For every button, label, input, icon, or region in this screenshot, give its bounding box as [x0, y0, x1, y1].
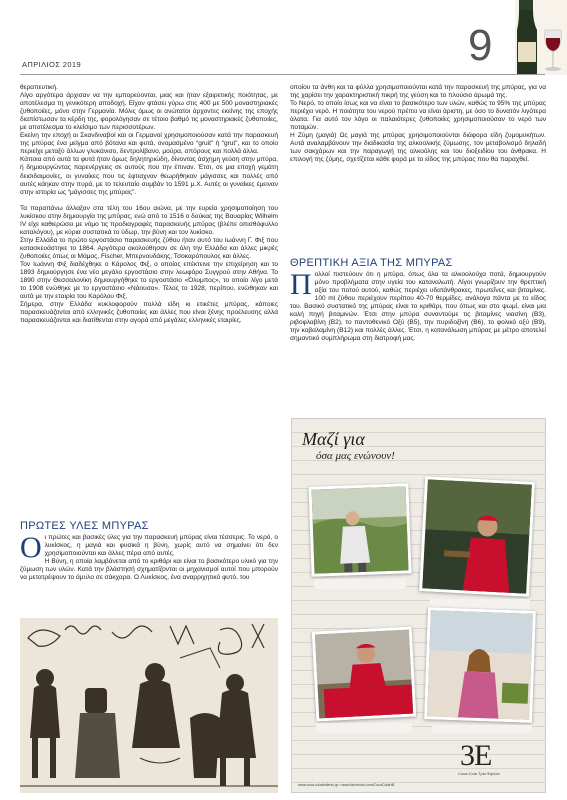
- nutrition-paragraph: ολλοί πιστεύουν ότι η μπύρα, όπως όλα τα αλκοολούχα ποτά, δημιουργούν μόνο προβλήματα στην υγεία του καταναλωτή. Λίγοι γνωρίζουν την θρεπτική αξία του ποτού αυτού, καθώς περιέχει υδατάνθρακες, πρωτεΐνες και βιταμίνες. 100 ml ζύθου περιέχουν περίπου 40-70 θερμίδες, ανάλογα πάντα με το είδος του. Βασικό συστατικό της μπύρας είναι το κριθάρι, που όπως και στο ψωμί, είναι μια καλή πηγή βιταμινών. Έτσι στην μπύρα συναντούμε τις βιταμίνες νιασίνη (Β3), ριβοφλαβίνη (Β2), το παντοθενικό Οξύ (Β5), την πυριδοξίνη (Β6), το φολικό οξύ (Β9), την κοβαλαμίνη (Β12) και πολλές άλλες. Έτσι, η κατανάλωση μπύρας με μέτρο αποτελεί σημαντικό συμπλήρωμα στη διατροφή μας.: [290, 271, 546, 343]
- raw-materials-second-paragraph: Η Βύνη, η οποία λαμβάνεται από το κριθάρι και είναι το βασικότερο υλικό για την ζύμωση των υλών. Κατά την βλάστησή σχηματίζονται οι μηχανισμοί αυτοί που μπορούν να μετατρέψουν το άμυλο σε σάκχαρα. Ο Λυκίσκος, ένα αναρριχητικό φυτό, του: [20, 558, 278, 582]
- market-photo-art: [427, 610, 536, 723]
- ancient-relief-image: [20, 618, 278, 793]
- vineyard-photo-art: [312, 486, 412, 577]
- dropcap-letter: Π: [290, 268, 312, 301]
- left-paragraph: θεραπευτική.: [20, 84, 58, 91]
- paragraph-spacer: [20, 197, 278, 205]
- page-header: [0, 0, 567, 80]
- right-paragraph: Το Νερό, το οποίο ίσως και να είναι το βασικότερο των υλών, καθώς το 95% της μπύρας περιέχει νερό. Η ποιότητα του νερού πρέπει να είναι άριστη, με όσο το δυνατόν λιγότερα άλατα. Για αυτό τον λόγο οι παλαιότερες ζυθοποιίες χρησιμοποιούσαν το νερό των ποταμών.: [290, 100, 546, 132]
- ad-photo-market: [424, 607, 536, 723]
- ad-logo: 3E: [460, 739, 492, 772]
- ad-photo-vineyard: [308, 483, 411, 576]
- nutrition-text: [290, 268, 546, 343]
- right-paragraph: Η Ζύμη (μαγιά) Ως μαγιά της μπύρας χρησιμοποιούνται διάφορα είδη ζυμομυκήτων. Αυτά αναλαμβάνουν την διαδικασία της αλκοολικής ζύμωσης, τον μεταβολισμό δηλαδή των σακχάρων και την παραγωγή της αλκοόλης και του διοξειδίου του άνθρακα. Η επιλογή της ζύμης, σχετίζεται κάθε φορά με το είδος της μπύρας που θα παραχθεί.: [290, 132, 546, 164]
- ad-photo-store: [312, 626, 417, 721]
- ad-headline-line-1: Μαζί για: [302, 429, 365, 449]
- ad-footer-links: www.coca-colahellenic.gr • www.facebook.com/CocaColaHB: [298, 783, 395, 787]
- right-column: [290, 84, 546, 164]
- worker-photo-art: [422, 479, 535, 596]
- store-photo-art: [315, 629, 416, 721]
- dropcap-letter: Ο: [20, 531, 42, 564]
- ad-headline-line-2: όσα μας ενώνουν!: [316, 450, 395, 462]
- section-title-raw-materials: ΠΡΩΤΕΣ ΥΛΕΣ ΜΠΥΡΑΣ: [20, 520, 149, 532]
- raw-materials-text: [20, 531, 278, 582]
- header-divider: [20, 74, 545, 75]
- left-paragraph: Στην Ελλάδα το πρώτο εργοστάσιο παρασκευής ζύθου ήταν αυτό του Ιωάννη Γ. Φιξ που κατασκευάστηκε το 1864. Αργότερα ακολούθησαν σε όλη την Ελλάδα και άλλες μικρές ζυθοποιίες όπως οι Μάμος, Fischer, Μπερνουδάκης, Τσοκαρόπουλος και άλλες.: [20, 236, 278, 260]
- raw-materials-first-paragraph: ι πρώτες και βασικές ύλες για την παρασκευή μπύρας είναι τέσσερις. Το νερό, ο λυκίσκος, η μαγιά και φυσικά η βύνη, χωρίς αυτό να σημαίνει ότι δεν χρησιμοποιούνται και άλλες πέρα από αυτές.: [44, 534, 278, 558]
- left-paragraph: Σήμερα, στην Ελλάδα κυκλοφορούν πολλά είδη κι ετικέτες μπύρας, κάποιες παρασκευάζονται από ελληνικές ζυθοποιίες και άλλες που είναι ξένης προέλευσης αλλά παρασκευάζονται και διατίθενται στην αγορά από μεγάλες ελληνικές εταιρίες.: [20, 301, 278, 325]
- issue-date: ΑΠΡΙΛΙΟΣ 2019: [22, 60, 82, 69]
- right-paragraph: οποίου τα άνθη και τα φύλλα χρησιμοποιούνται κατά την παρασκευή της μπύρας, για να της χαρίσει την χαρακτηριστική πικρή της γεύση και το πλούσιο άρωμά της.: [290, 84, 546, 100]
- ad-headline: [302, 429, 395, 462]
- advertisement: [291, 418, 546, 793]
- page-number: 9: [468, 21, 493, 70]
- section-title-nutritional-value: ΘΡΕΠΤΙΚΗ ΑΞΙΑ ΤΗΣ ΜΠΥΡΑΣ: [290, 257, 453, 269]
- left-column: [20, 84, 278, 325]
- wine-bottle-glass-image: [515, 0, 567, 75]
- left-paragraph: Τον Ιωάννη Φιξ διαδέχθηκε ο Κάρολος Φιξ, ο οποίος επέκτεινε την επιχείρηση και το 1893 δημιούργησε ένα νέο μεγάλο εργοστάσιο στην λεωφόρο Συγγρού στην Αθήνα. Το 1890 στην Θεσσαλονίκη δημιουργήθηκε το εργοστάσιο «Όλυμπος», το οποίο λίγο μετά το 1908 ενώθηκε με το εργοστάσιο «Νάουσα». Τέλος το 1928, περίπου, ενώθηκαν και αυτά με την εταιρία του Καρόλου Φιξ.: [20, 260, 278, 301]
- ad-caption: [314, 579, 406, 589]
- left-paragraph: Λίγο αργότερα άρχισαν να την εμπορεύονται, μιας και ήταν εξαιρετικής ποιότητας, με αποτέλεσμα τη γενικότερη αποδοχή. Είχαν φτάσει γύρω στις 400 με 500 μοναστηριακές ζυθοποιίες, μόνο στην Γερμανία. Μόλις όμως οι ανώτατοι άρχοντες εκείνης της εποχής διαπίστωσαν τα κέρδη της, φορολόγησαν σε τέτοιο βαθμό τις μοναστηριακές ζυθοποιίες, με αποτέλεσμα το κλείσιμο των περισσοτέρων.: [20, 92, 278, 132]
- ad-caption: [432, 725, 532, 733]
- left-paragraph: Κάποια από αυτά τα φυτά ήταν όμως δηλητηριώδη, δίνοντας άσχημη γεύση στην μπύρα, ή δημιουργώντας παρενέργειες σε αυτούς που την έπιναν. Έτσι, σε μια εποχή γεμάτη δεισιδαιμονίες, οι γυναίκες που τις έφτιαχναν θεωρήθηκαν μάγισσες και πολλές από αυτές κάηκαν στην πυρά, με το τελευταίο συμβάν το 1591 μ.Χ. Αυτές οι γυναίκες έμειναν στην ιστορία ως “μάγισσες της μπύρας”.: [20, 156, 278, 196]
- left-paragraph: Τα παραπάνω άλλαξαν στα τέλη του 16ου αιώνα, με την ευρεία χρησιμοποίηση του λυκίσκου στην δημιουργία της μπύρας, ενώ από το 1516 ο δούκας της Βαυαρίας Wilhelm IV είχε καθιερώσει με νόμο τις προδιαγραφές παρασκευής μπύρας (βλέπε οπισθόφυλλο καταλόγου), με κύρια συστατικά το ύδωρ, την βύνη και τον λυκίσκο.: [20, 204, 278, 236]
- ad-photo-worker: [419, 476, 535, 597]
- ad-logo-subtitle: Coca-Cola Τρία Έψιλον: [458, 771, 501, 776]
- ad-caption: [316, 723, 412, 733]
- left-paragraph: Εκείνη την εποχή οι Σκανδιναβοί και οι Γερμανοί χρησιμοποιούσαν κατά την παρασκευή της μπύρας ένα μείγμα από βότανα και φυτά, ονομασμένο “gruit” ή “grut”, και το οποίο περιείχε μεταξύ άλλων γλυκάνισο, δεντρολίβανο, μούρα, σπόρους και πολλά άλλα.: [20, 132, 278, 156]
